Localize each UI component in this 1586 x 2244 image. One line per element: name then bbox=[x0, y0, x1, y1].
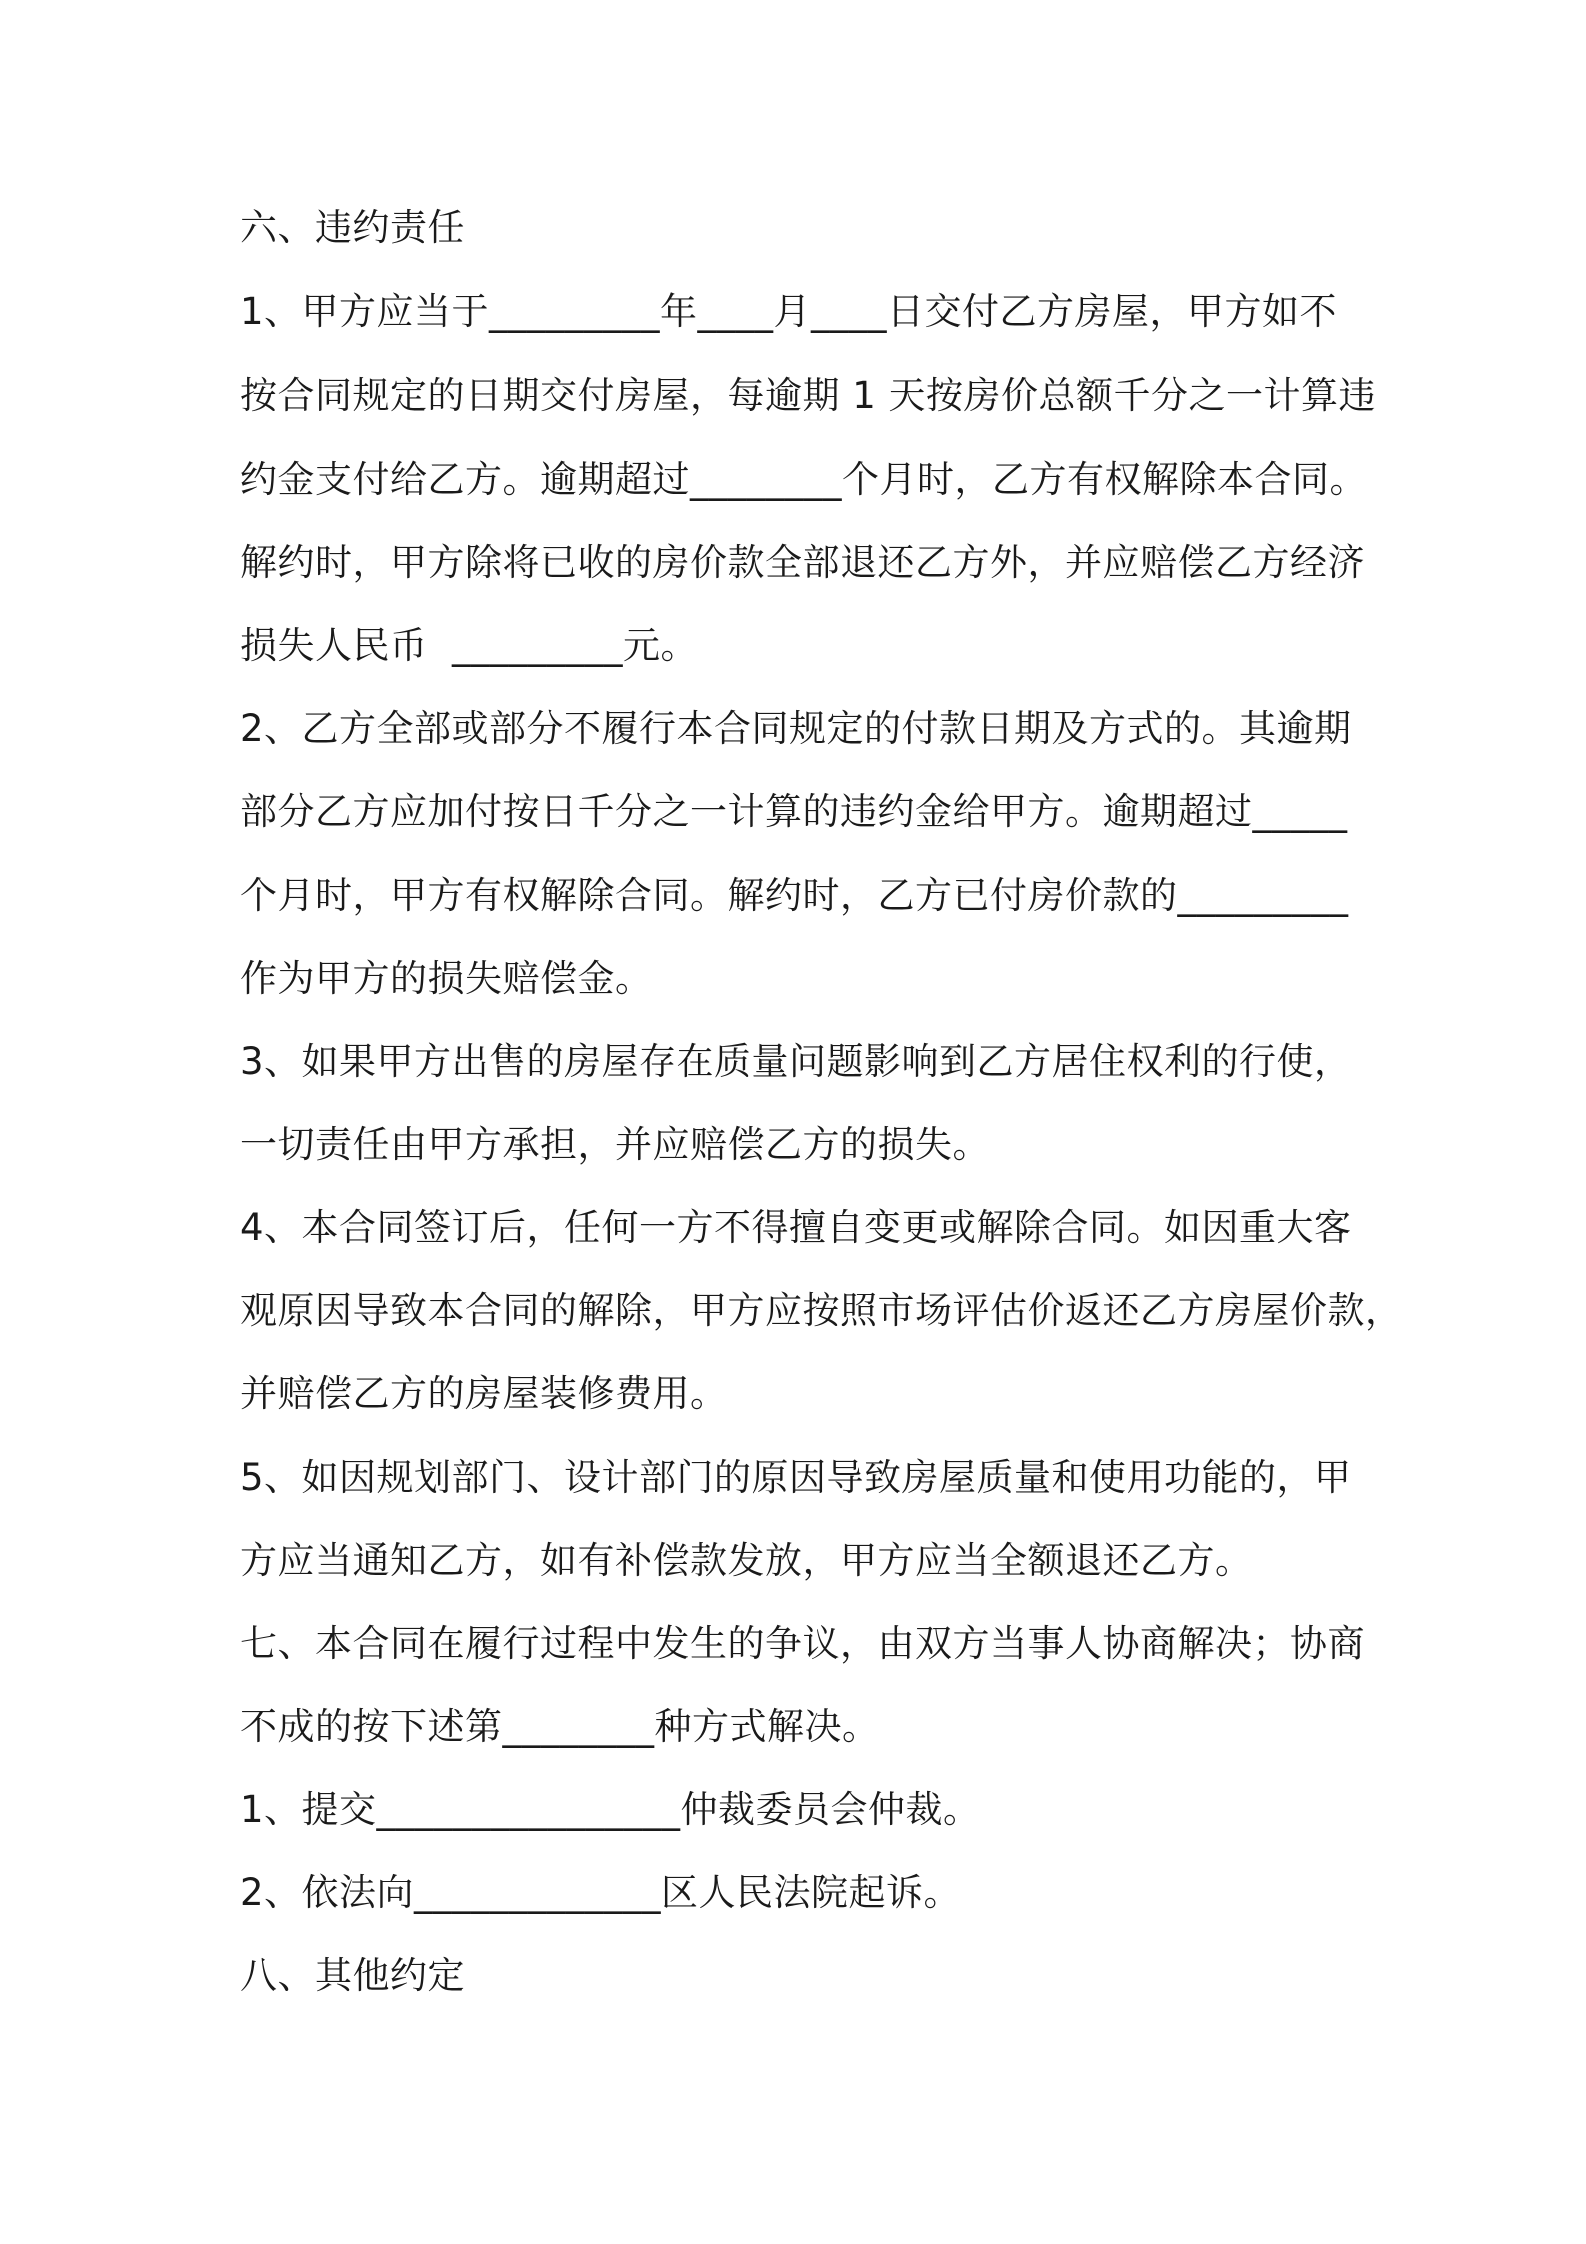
clause-3-line-1: 3、如果甲方出售的房屋存在质量问题影响到乙方居住权利的行使， bbox=[240, 1040, 1352, 1083]
clause-1-line-5: 损失人民币 _________元。 bbox=[240, 624, 699, 667]
clause-3-line-2: 一切责任由甲方承担，并应赔偿乙方的损失。 bbox=[240, 1123, 990, 1166]
clause-4-line-3: 并赔偿乙方的房屋装修费用。 bbox=[240, 1372, 728, 1415]
clause-2-line-2: 部分乙方应加付按日千分之一计算的违约金给甲方。逾期超过_____ bbox=[240, 790, 1348, 833]
clause-2-line-3: 个月时，甲方有权解除合同。解约时，乙方已付房价款的_________ bbox=[240, 874, 1349, 917]
section-heading-other-terms: 八、其他约定 bbox=[240, 1954, 465, 1997]
section-dispute-line-2: 不成的按下述第________种方式解决。 bbox=[240, 1705, 880, 1748]
clause-5-line-2: 方应当通知乙方，如有补偿款发放，甲方应当全额退还乙方。 bbox=[240, 1539, 1253, 1582]
clause-5-line-1: 5、如因规划部门、设计部门的原因导致房屋质量和使用功能的，甲 bbox=[240, 1456, 1352, 1499]
clause-4-line-1: 4、本合同签订后，任何一方不得擅自变更或解除合同。如因重大客 bbox=[240, 1206, 1352, 1249]
section-dispute-line-1: 七、本合同在履行过程中发生的争议，由双方当事人协商解决；协商 bbox=[240, 1622, 1365, 1665]
clause-4-line-2: 观原因导致本合同的解除，甲方应按照市场评估价返还乙方房屋价款， bbox=[240, 1289, 1403, 1332]
dispute-option-2: 2、依法向_____________区人民法院起诉。 bbox=[240, 1871, 962, 1914]
clause-2-line-4: 作为甲方的损失赔偿金。 bbox=[240, 957, 653, 1000]
clause-1-line-1: 1、甲方应当于_________年____月____日交付乙方房屋，甲方如不 bbox=[240, 290, 1338, 333]
clause-1-line-4: 解约时，甲方除将已收的房价款全部退还乙方外，并应赔偿乙方经济 bbox=[240, 541, 1365, 584]
section-heading-breach-liability: 六、违约责任 bbox=[240, 206, 465, 249]
clause-1-line-3: 约金支付给乙方。逾期超过________个月时，乙方有权解除本合同。 bbox=[240, 458, 1367, 501]
dispute-option-1: 1、提交________________仲裁委员会仲裁。 bbox=[240, 1788, 981, 1831]
clause-1-line-2: 按合同规定的日期交付房屋，每逾期 1 天按房价总额千分之一计算违 bbox=[240, 374, 1377, 417]
clause-2-line-1: 2、乙方全部或部分不履行本合同规定的付款日期及方式的。其逾期 bbox=[240, 707, 1352, 750]
